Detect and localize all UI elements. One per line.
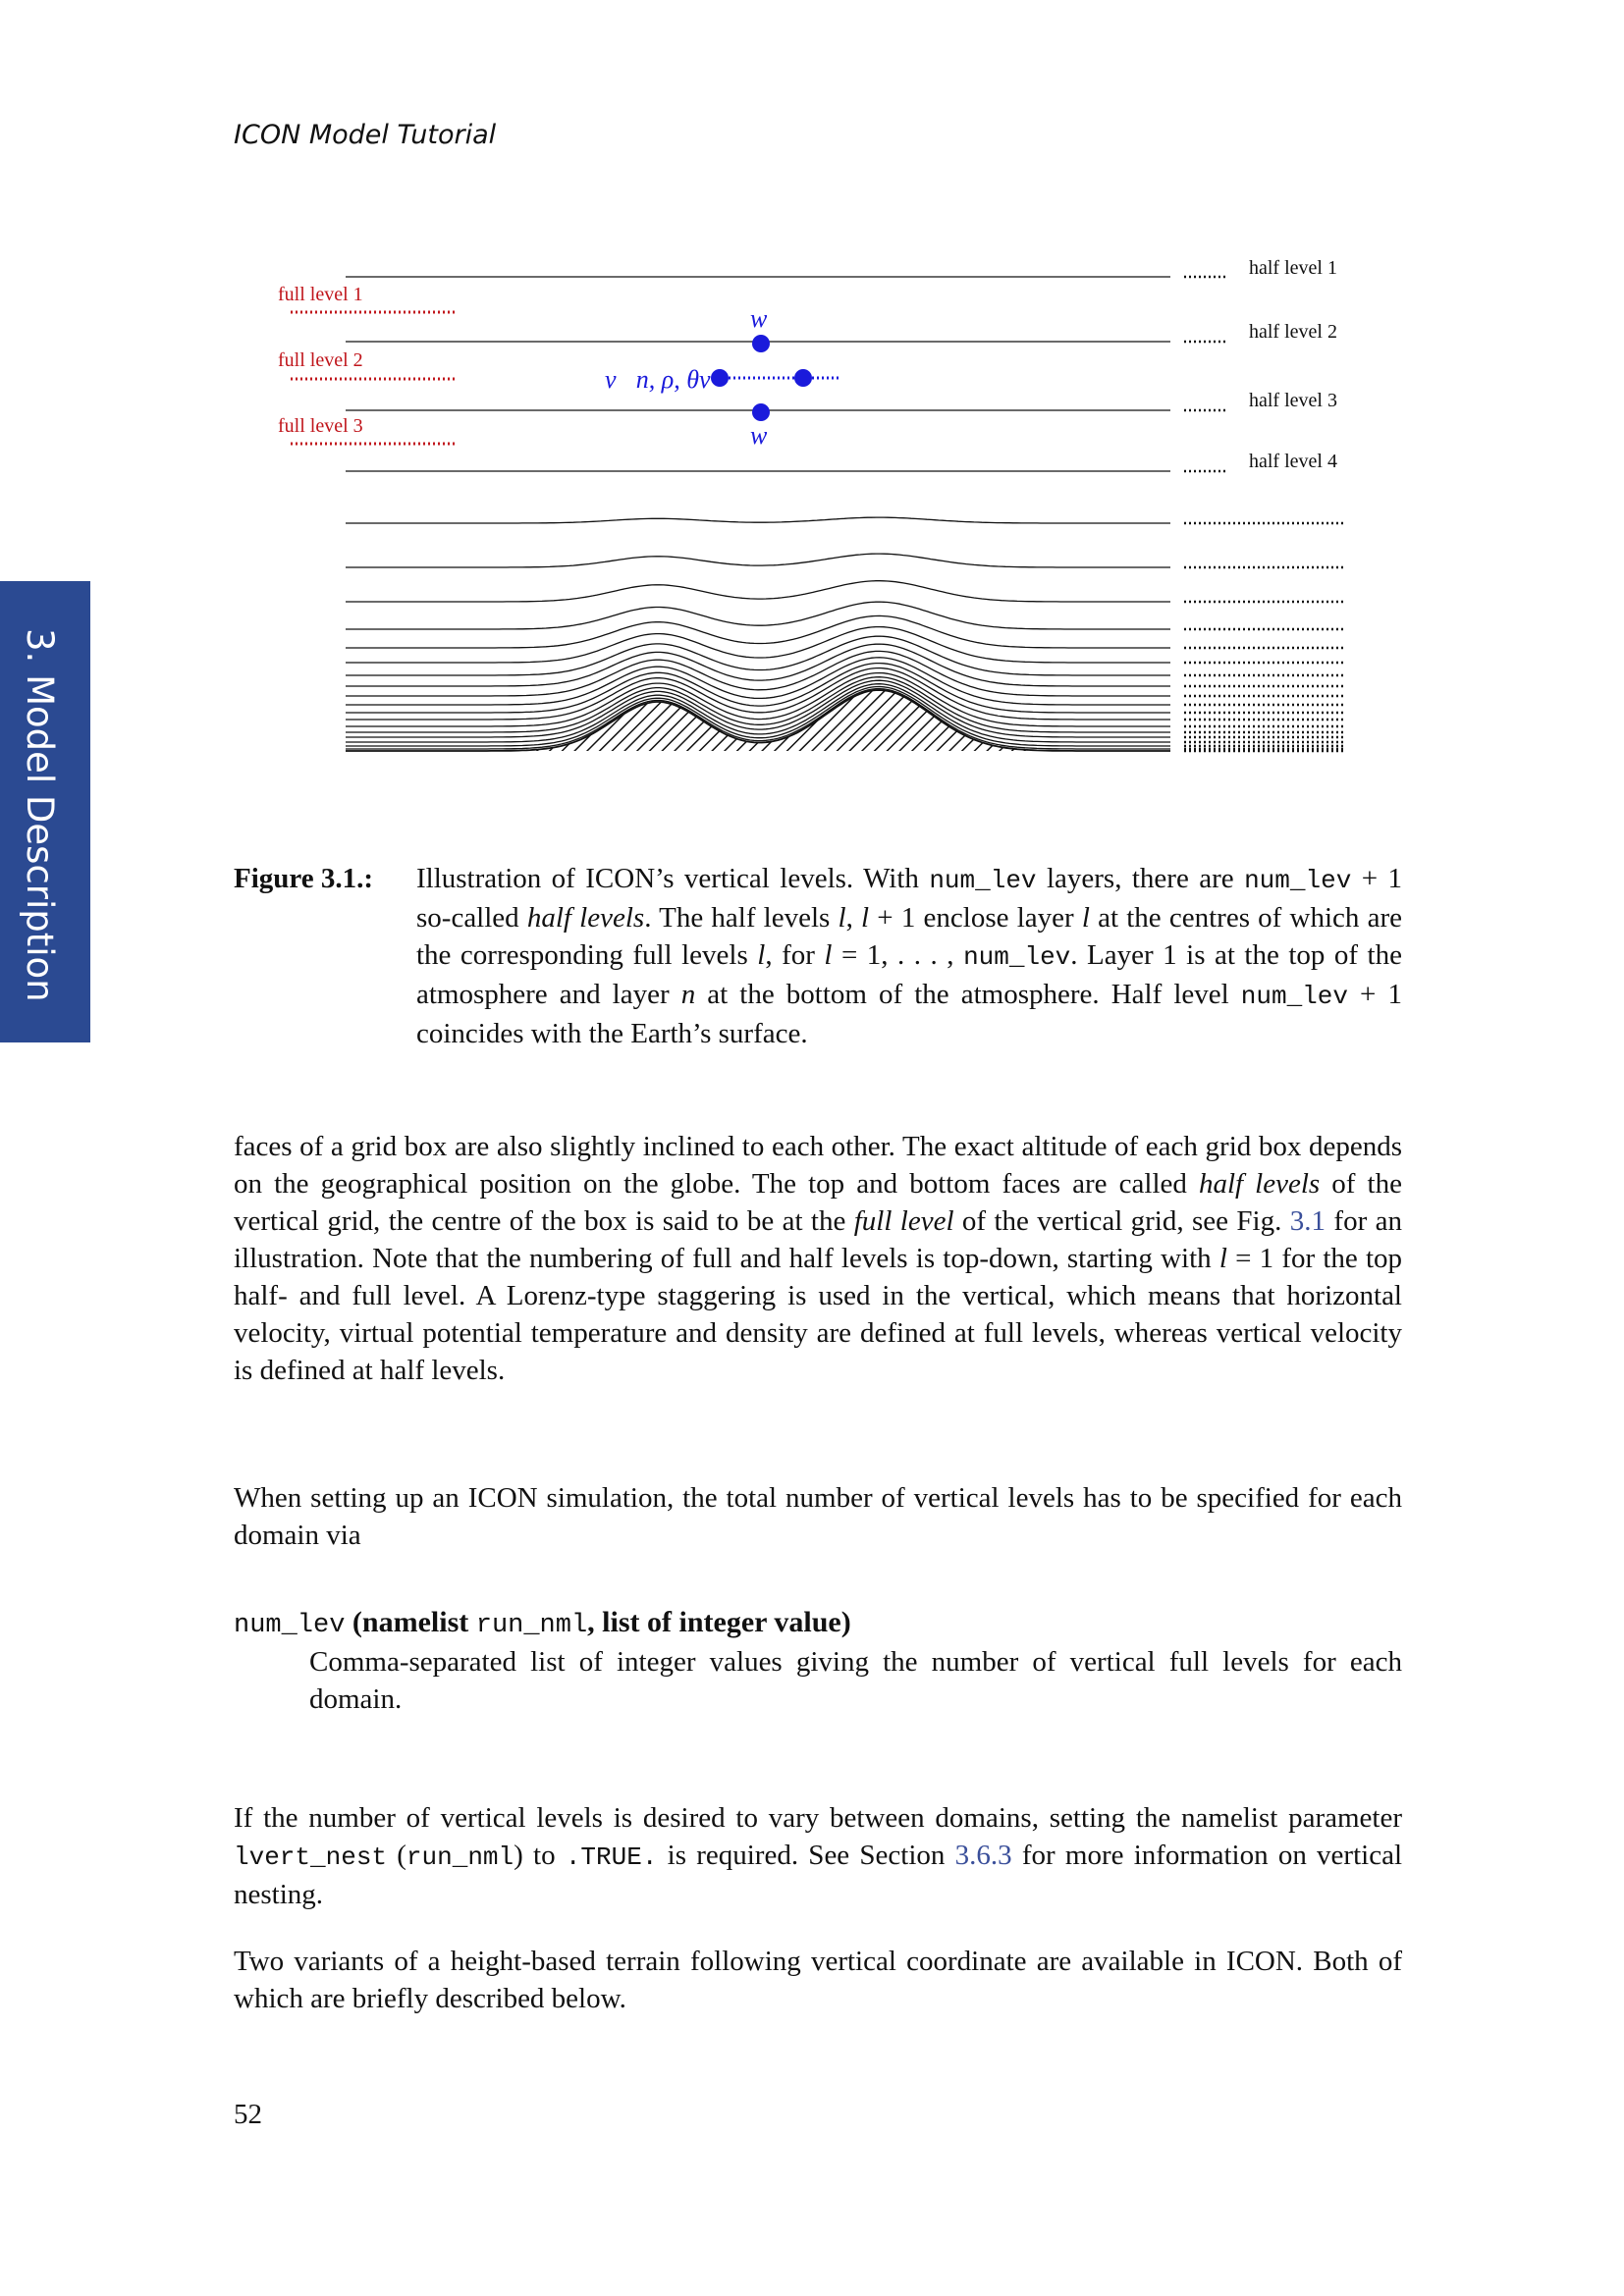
page-number: 52 — [234, 2099, 262, 2130]
caption-label: Figure 3.1.: — [234, 863, 374, 894]
section-3-6-3-link[interactable]: 3.6.3 — [954, 1840, 1012, 1871]
full-level-1-label: full level 1 — [278, 284, 363, 305]
full-level-2-label: full level 2 — [278, 349, 363, 371]
full-level-labels — [278, 284, 363, 437]
body-paragraph-4: If the number of vertical levels is desired to vary between domains, setting the namelist parameter lvert_nest (run_nml) to .TRUE. is required. See Section 3.6.3 for more information on vertical nesting. — [234, 1802, 1402, 1910]
half-level-3-label: half level 3 — [1249, 390, 1337, 411]
w-marker-bottom — [752, 403, 770, 421]
half-level-line — [346, 602, 1170, 629]
namelist-definition-body: Comma-separated list of integer values giving the number of vertical full levels for each domain. — [309, 1646, 1402, 1715]
half-level-line — [346, 636, 1170, 675]
figure-caption — [234, 860, 1402, 1052]
half-level-line — [346, 615, 1170, 648]
half-level-line — [346, 581, 1170, 602]
half-level-1-label: half level 1 — [1249, 257, 1337, 279]
half-level-line — [346, 517, 1170, 523]
vertical-levels-figure — [0, 0, 1624, 785]
half-level-line — [346, 644, 1170, 686]
vars-label: v⃗n, ρ, θv — [605, 365, 711, 394]
w-label-top: w — [750, 304, 768, 333]
half-level-line — [346, 680, 1170, 737]
chapter-side-tab-label: 3. Model Description — [19, 628, 61, 1002]
vn-marker-right — [794, 369, 812, 387]
w-label-bottom: w — [750, 421, 768, 450]
w-marker-top — [752, 335, 770, 352]
half-level-line — [346, 658, 1170, 705]
caption-text: Illustration of ICON’s vertical levels. With num_lev layers, there are num_lev + 1 so-called half levels. The half levels l, l + 1 enclose layer l at the centres of which are the corresponding full levels l, for l = 1, . . . , num_lev. Layer 1 is at the top of the atmosphere and layer n at the bottom of the atmosphere. Half level num_lev + 1 coincides with the Earth’s surface. — [416, 863, 1402, 1049]
half-level-line — [346, 554, 1170, 567]
full-level-3-label: full level 3 — [278, 415, 363, 437]
half-level-dot-markers — [1184, 277, 1343, 751]
running-header: ICON Model Tutorial — [234, 120, 497, 150]
half-level-4-label: half level 4 — [1249, 451, 1337, 472]
staggering-markers — [605, 304, 841, 450]
vn-marker-left — [711, 369, 729, 387]
body-paragraph-1: faces of a grid box are also slightly inclined to each other. The exact altitude of each grid box depends on the geographical position on the globe. The top and bottom faces are called half levels of the vertical grid, the centre of the box is said to be at the full level of the vertical grid, see Fig. 3.1 for an illustration. Note that the numbering of full and half levels is top-down, starting with l = 1 for the top half- and full level. A Lorenz-type staggering is used in the vertical, which means that horizontal velocity, virtual potential temperature and density are defined at full levels, whereas vertical velocity is defined at half levels. — [234, 1131, 1402, 1386]
half-level-line — [346, 627, 1170, 663]
half-level-2-label: half level 2 — [1249, 321, 1337, 343]
body-paragraph-5: Two variants of a height-based terrain following vertical coordinate are available in ICON. Both of which are briefly described below. — [234, 1946, 1402, 2014]
namelist-definition-term: num_lev (namelist run_nml, list of integer value) — [234, 1606, 851, 1640]
half-level-labels — [1249, 257, 1337, 472]
figure-3-1-link[interactable]: 3.1 — [1289, 1205, 1326, 1237]
body-paragraph-2: When setting up an ICON simulation, the total number of vertical levels has to be specified for each domain via — [234, 1482, 1402, 1551]
